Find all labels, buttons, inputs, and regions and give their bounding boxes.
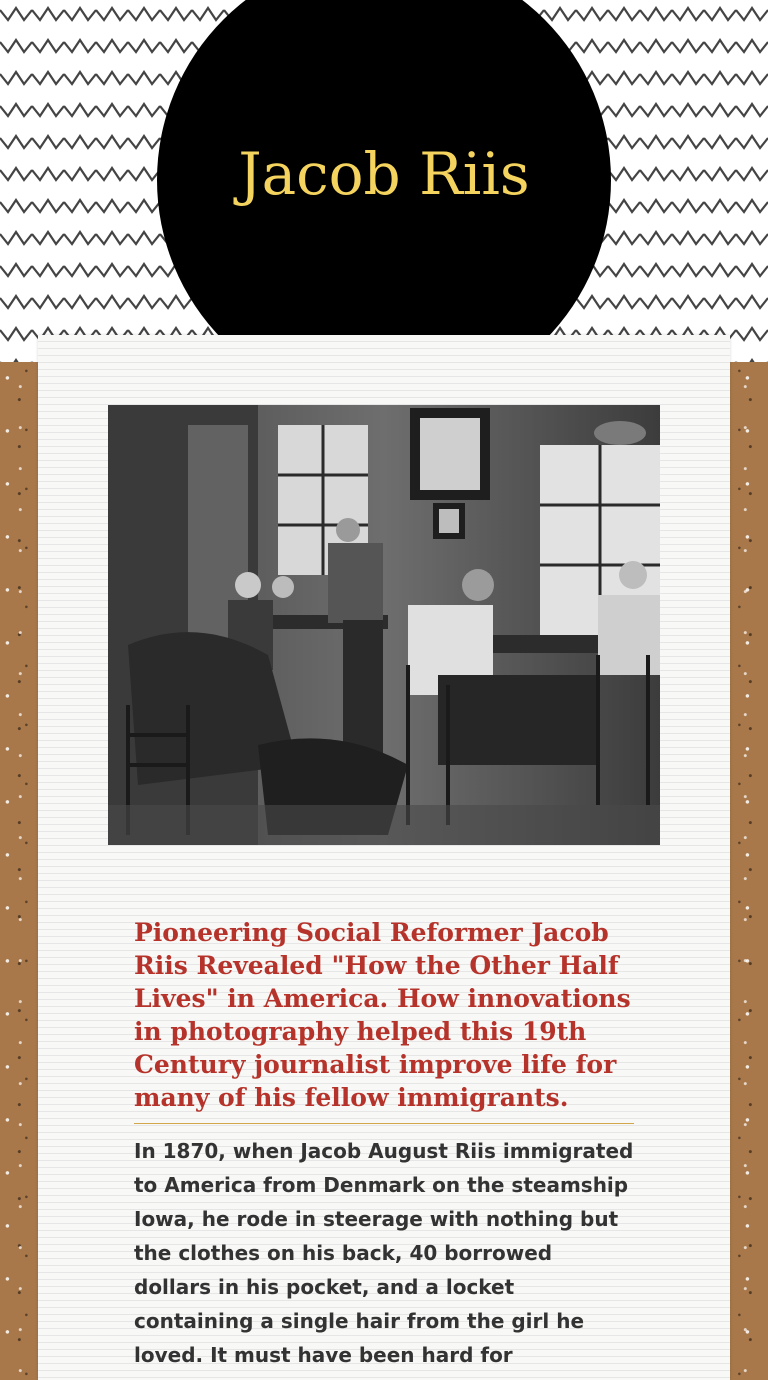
- headline-divider: [134, 1123, 634, 1124]
- page-title: Jacob Riis: [238, 140, 530, 208]
- historical-photo: [108, 405, 660, 845]
- article-body: In 1870, when Jacob August Riis immigrated to America from Denmark on the steamship Iowa, he rode in steerage with nothing but the clothes on his back, 40 borrowed dollars in his pocket, and a locket containing a single hair from the girl he loved. It must have been hard for: [134, 1139, 634, 1367]
- article-headline: Pioneering Social Reformer Jacob Riis Revealed "How the Other Half Lives" in America. How innovations in photography helped this 19th Century journalist improve life for many of his fellow immigrants.: [134, 918, 631, 1112]
- photo-icon: [108, 405, 660, 845]
